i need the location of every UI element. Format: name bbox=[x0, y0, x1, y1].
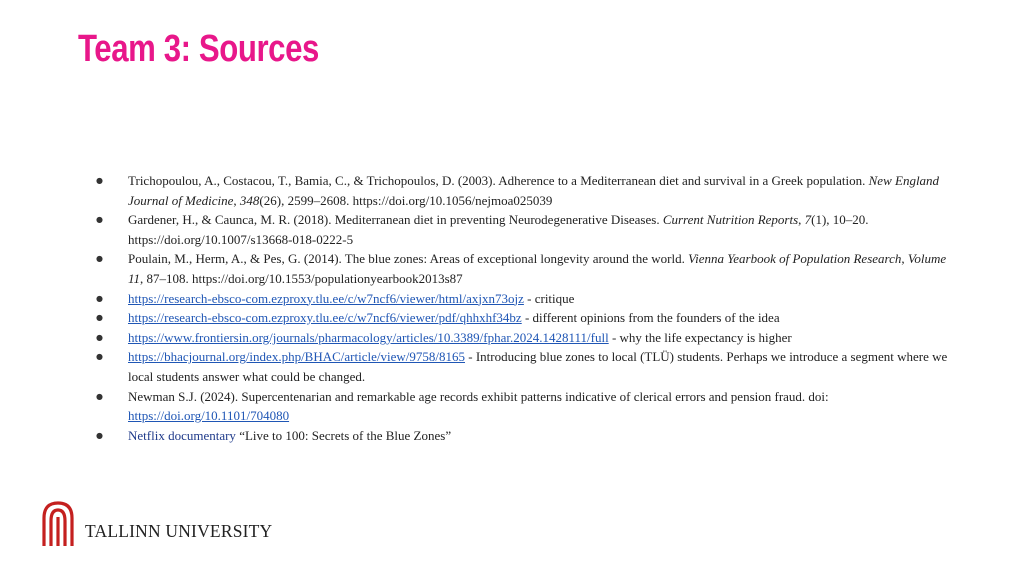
reference-italic-text: Vienna Yearbook of Population Research bbox=[688, 251, 902, 267]
reference-text: , bbox=[901, 251, 908, 267]
reference-italic-text: Volume 11 bbox=[128, 251, 947, 286]
reference-link[interactable]: https://bhacjournal.org/index.php/BHAC/article/view/9758/8165 bbox=[128, 349, 465, 365]
reference-link[interactable]: https://doi.org/10.1101/704080 bbox=[128, 408, 290, 424]
reference-text: Gardener, H., & Caunca, M. R. (2018). Mediterranean diet in preventing Neurodegenerative Diseases. bbox=[128, 212, 663, 228]
reference-text: Newman S.J. (2024). Supercentenarian and remarkable age records exhibit patterns indicative of clerical errors and pension fraud. doi: bbox=[128, 388, 829, 404]
reference-item bbox=[96, 289, 956, 309]
reference-item bbox=[96, 328, 956, 348]
reference-text: - critique bbox=[523, 290, 575, 306]
reference-list bbox=[96, 171, 956, 445]
reference-text: (1), 10–20. https://doi.org/10.1007/s13668-018-0222-5 bbox=[128, 212, 869, 247]
logo-text: TALLINN UNIVERSITY bbox=[85, 521, 273, 541]
reference-text: (26), 2599–2608. https://doi.org/10.1056/nejmoa025039 bbox=[259, 192, 553, 208]
reference-text: Trichopoulou, A., Costacou, T., Bamia, C., & Trichopoulos, D. (2003). Adherence to a Mediterranean diet and survival in a Greek population. bbox=[128, 173, 869, 188]
reference-italic-text: Current Nutrition Reports bbox=[662, 212, 799, 228]
reference-text: - why the life expectancy is higher bbox=[608, 329, 792, 345]
reference-italic-text: New England Journal of Medicine bbox=[128, 173, 940, 208]
slide-title: Team 3: Sources bbox=[78, 28, 319, 70]
reference-link[interactable]: https://research-ebsco-com.ezproxy.tlu.ee/c/w7ncf6/viewer/pdf/qhhxhf34bz bbox=[128, 310, 522, 326]
reference-text: “Live to 100: Secrets of the Blue Zones” bbox=[235, 427, 452, 443]
reference-item bbox=[96, 347, 956, 386]
reference-text: , bbox=[233, 192, 240, 208]
documentary-link[interactable]: Netflix documentary bbox=[128, 427, 236, 443]
reference-text: , bbox=[798, 212, 805, 228]
reference-text: , 87–108. https://doi.org/10.1553/populationyearbook2013s87 bbox=[140, 270, 463, 286]
reference-text: - Introducing blue zones to local (TLÜ) students. Perhaps we introduce a segment where we local students answer what could be changed. bbox=[128, 349, 948, 384]
reference-italic-text: 7 bbox=[804, 212, 812, 228]
reference-item bbox=[96, 308, 956, 328]
reference-link[interactable]: https://www.frontiersin.org/journals/pharmacology/articles/10.3389/fphar.2024.1428111/full bbox=[128, 329, 609, 345]
reference-item bbox=[96, 210, 956, 249]
reference-link[interactable]: https://research-ebsco-com.ezproxy.tlu.ee/c/w7ncf6/viewer/html/axjxn73ojz bbox=[128, 290, 524, 306]
reference-italic-text: 348 bbox=[239, 192, 260, 208]
reference-text: - different opinions from the founders of the idea bbox=[521, 310, 780, 326]
university-emblem-icon bbox=[40, 500, 76, 548]
reference-item bbox=[96, 426, 956, 446]
reference-item bbox=[96, 171, 956, 210]
reference-text: Poulain, M., Herm, A., & Pes, G. (2014). The blue zones: Areas of exceptional longevity around the world. bbox=[128, 251, 689, 267]
reference-item bbox=[96, 387, 956, 426]
reference-item bbox=[96, 249, 956, 288]
